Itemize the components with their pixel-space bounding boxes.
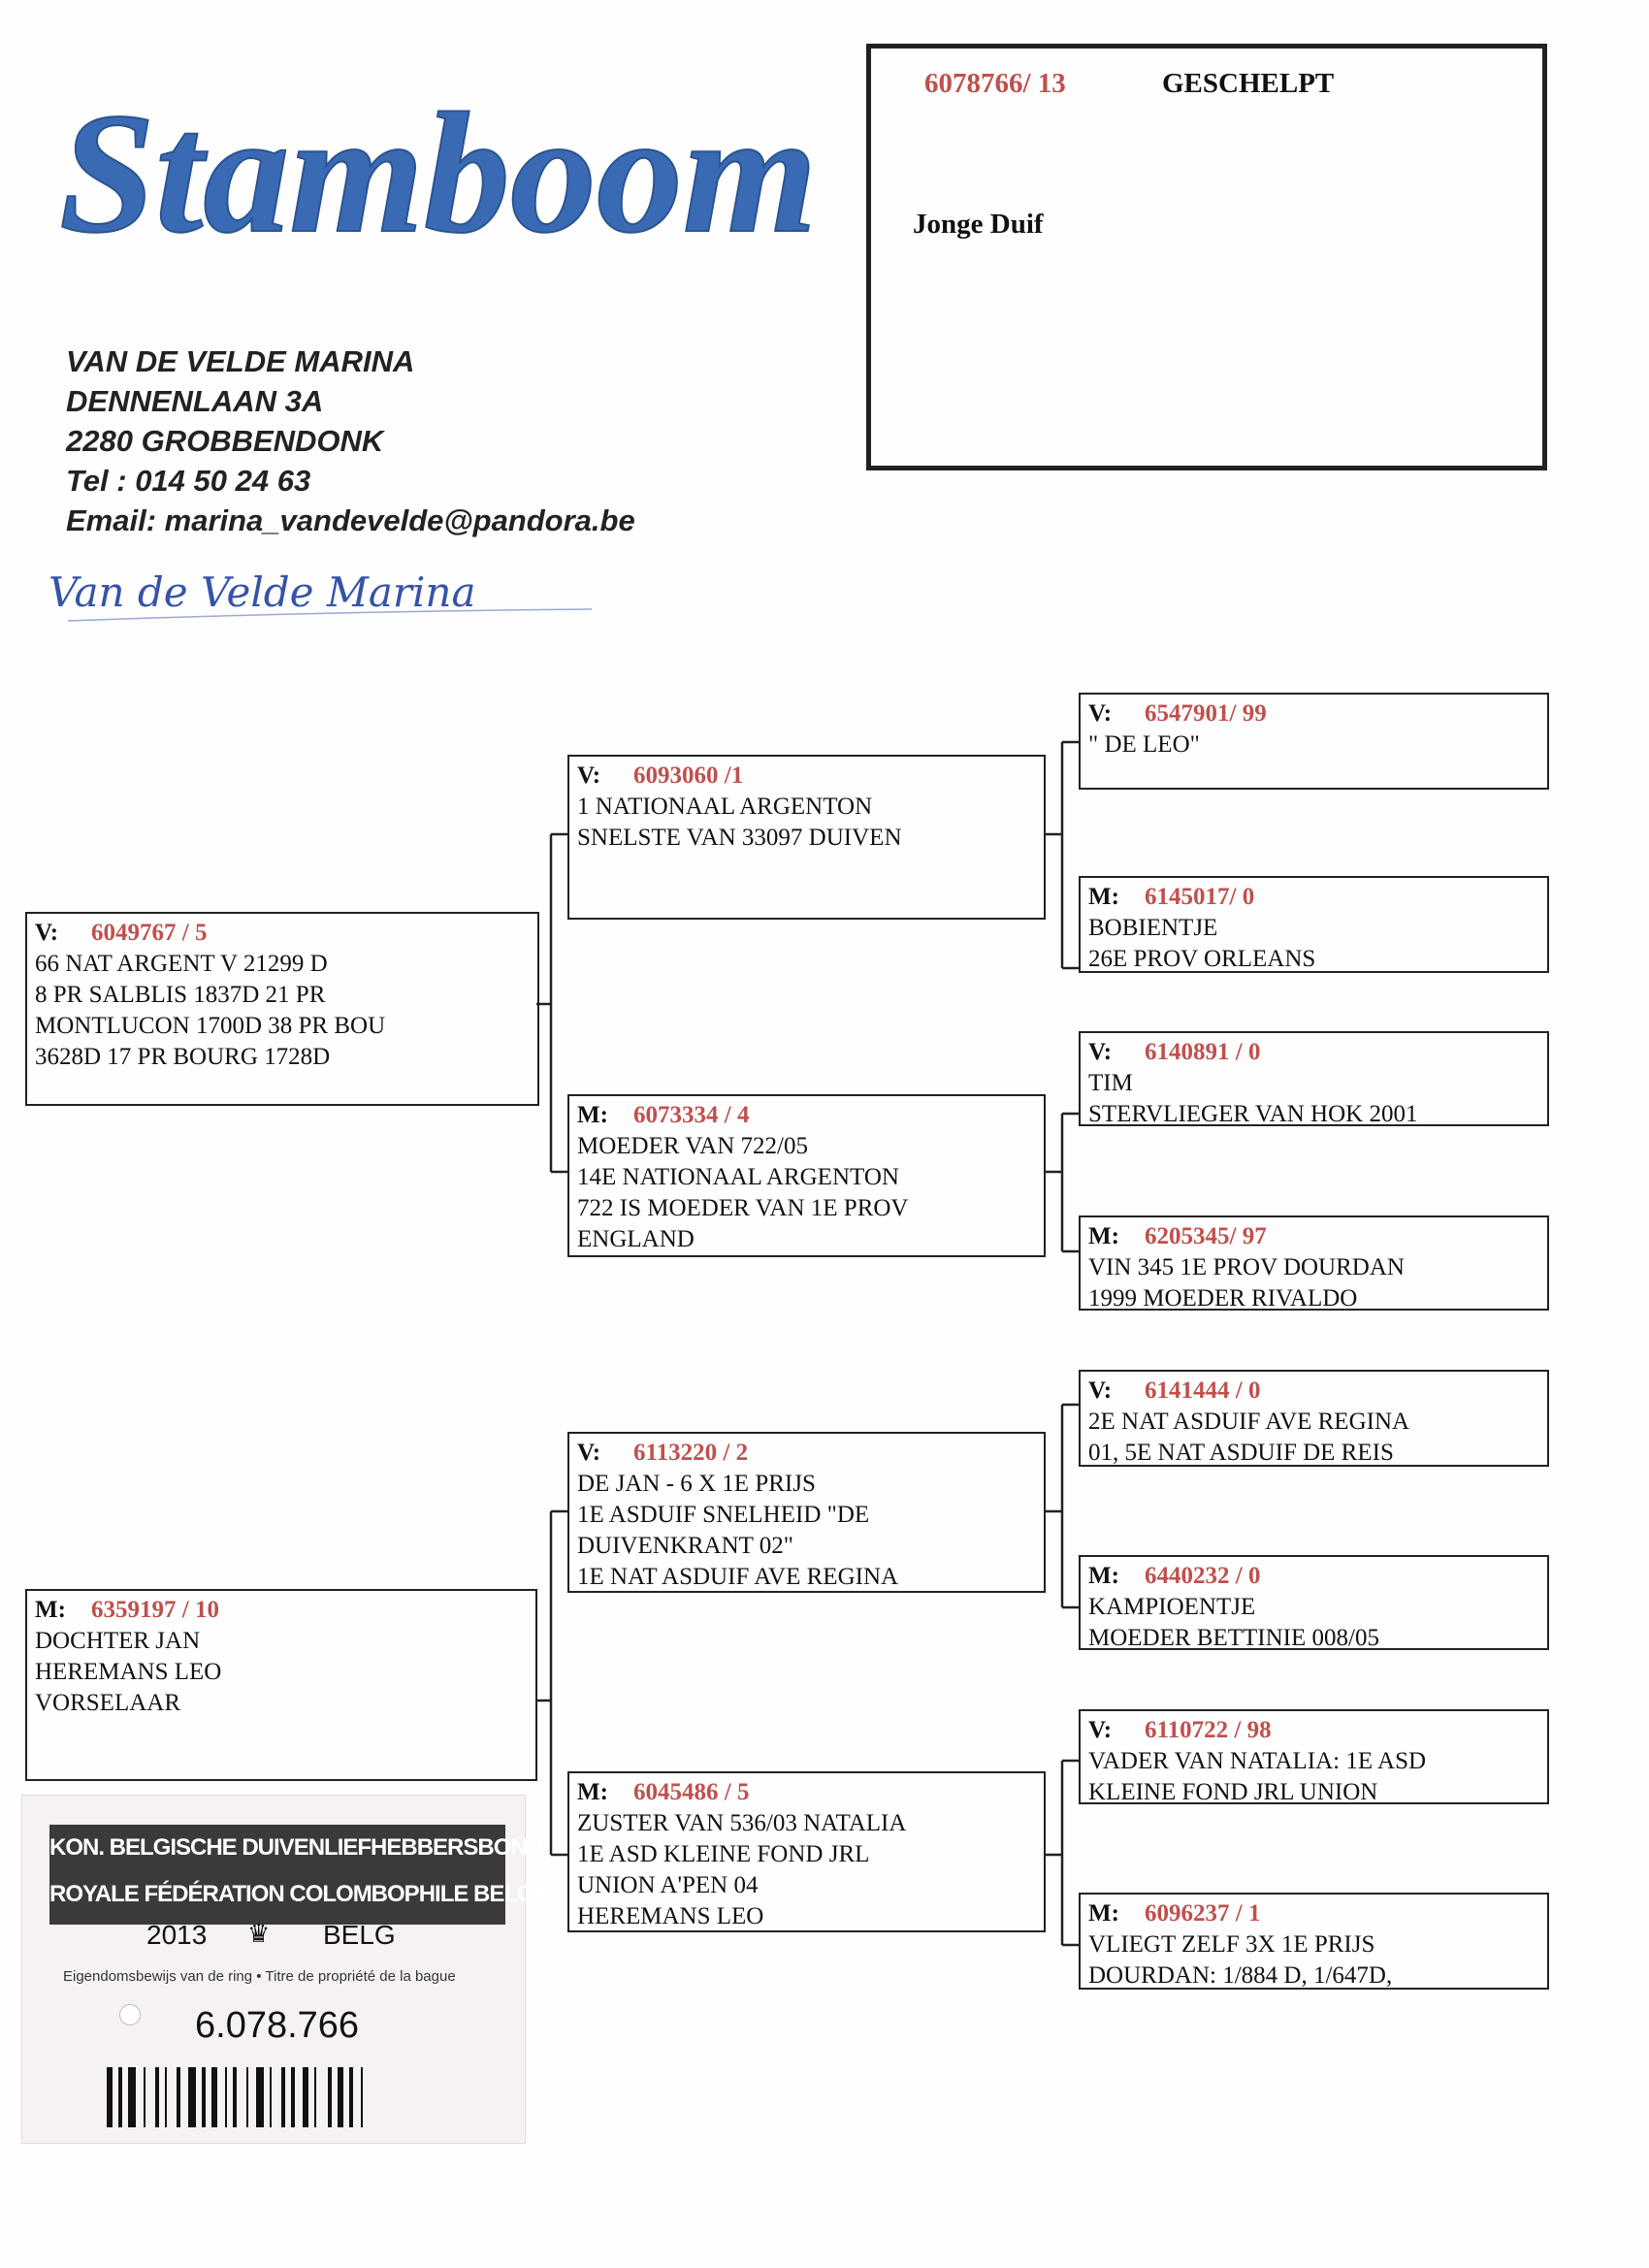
pedigree-box-fmm — [1079, 1215, 1549, 1311]
info-line: DOCHTER JAN — [35, 1628, 201, 1654]
info-line: HEREMANS LEO — [35, 1659, 222, 1685]
ring-number: 6547901/ 99 — [1145, 700, 1267, 727]
info-line: VIN 345 1E PROV DOURDAN — [1088, 1254, 1405, 1280]
sex-label: V: — [577, 762, 601, 789]
info-line: 26E PROV ORLEANS — [1088, 946, 1316, 972]
ring-ownership-card — [21, 1795, 549, 2144]
subject-ring-number: 6078766/ 13 — [924, 68, 1066, 99]
owner-info — [66, 341, 635, 540]
barcode-bar — [211, 2067, 217, 2127]
info-line: KLEINE FOND JRL UNION — [1088, 1779, 1378, 1805]
ring-number: 6096237 / 1 — [1145, 1900, 1261, 1927]
info-line: DOURDAN: 1/884 D, 1/647D, — [1088, 1962, 1393, 1989]
info-line: 66 NAT ARGENT V 21299 D — [35, 951, 328, 977]
stamboom-logo — [53, 58, 829, 272]
info-line: " DE LEO" — [1088, 731, 1200, 758]
owner-email: Email: marina_vandevelde@pandora.be — [66, 503, 635, 537]
info-line: MOEDER VAN 722/05 — [577, 1133, 808, 1159]
ring-number: 6145017/ 0 — [1145, 884, 1255, 910]
pedigree-box-mother — [25, 1589, 537, 1781]
ring-number: 6205345/ 97 — [1145, 1223, 1267, 1249]
ring-number: 6440232 / 0 — [1145, 1563, 1261, 1589]
ring-number: 6093060 /1 — [633, 762, 744, 789]
info-line: 2E NAT ASDUIF AVE REGINA — [1088, 1409, 1410, 1435]
barcode-bar — [246, 2067, 248, 2127]
barcode-bar — [328, 2067, 332, 2127]
info-line: ENGLAND — [577, 1226, 695, 1252]
info-line: ZUSTER VAN 536/03 NATALIA — [577, 1810, 907, 1836]
sex-label: M: — [35, 1597, 66, 1623]
barcode-bar — [202, 2067, 206, 2127]
info-line: KAMPIOENTJE — [1088, 1594, 1256, 1620]
ring-number: 6140891 / 0 — [1145, 1039, 1261, 1065]
punch-hole — [119, 2004, 141, 2025]
crown-icon: ♛ — [247, 1920, 271, 1948]
info-line: HEREMANS LEO — [577, 1903, 764, 1929]
barcode-bar — [165, 2067, 167, 2127]
pedigree-box-father — [25, 912, 539, 1106]
info-line: TIM — [1088, 1070, 1133, 1096]
pedigree-box-fmf — [1079, 1031, 1549, 1126]
barcode-bar — [256, 2067, 264, 2127]
pedigree-box-mm — [567, 1771, 1046, 1932]
owner-city: 2280 GROBBENDONK — [66, 424, 384, 458]
info-line: VADER VAN NATALIA: 1E ASD — [1088, 1748, 1427, 1774]
info-line: SNELSTE VAN 33097 DUIVEN — [577, 825, 902, 851]
info-line: MOEDER BETTINIE 008/05 — [1088, 1625, 1379, 1651]
info-line: 1E NAT ASDUIF AVE REGINA — [577, 1564, 899, 1590]
barcode-bar — [155, 2067, 159, 2127]
federation-name-nl: KON. BELGISCHE DUIVENLIEFHEBBERSBOND — [49, 1834, 543, 1861]
signature-text: Van de Velde Marina — [48, 568, 476, 616]
ring-number: 6049767 / 5 — [91, 920, 208, 946]
info-line: 1999 MOEDER RIVALDO — [1088, 1285, 1358, 1312]
info-line: 3628D 17 PR BOURG 1728D — [35, 1044, 331, 1070]
federation-name-fr: ROYALE FÉDÉRATION COLOMBOPHILE BELGE — [49, 1881, 549, 1907]
ring-number: 6113220 / 2 — [633, 1440, 749, 1466]
subject-sex: GESCHELPT — [1162, 68, 1335, 99]
info-line: VORSELAAR — [35, 1690, 181, 1716]
pedigree-box-mf — [567, 1432, 1046, 1593]
pedigree-box-fm — [567, 1094, 1046, 1257]
barcode-bar — [128, 2067, 136, 2127]
logo-text: Stamboom — [59, 77, 818, 269]
subject-age: Jonge Duif — [913, 209, 1044, 240]
barcode-bar — [225, 2067, 227, 2127]
barcode-bar — [118, 2067, 122, 2127]
ring-country: BELG — [323, 1920, 396, 1950]
pedigree-box-mff — [1079, 1370, 1549, 1467]
barcode-bar — [349, 2067, 353, 2127]
info-line: UNION A'PEN 04 — [577, 1872, 759, 1898]
barcode-bar — [177, 2067, 180, 2127]
ring-number: 6073334 / 4 — [633, 1102, 750, 1128]
sex-label: M: — [1088, 1223, 1119, 1249]
pedigree-box-fff — [1079, 693, 1549, 790]
property-text: Eigendomsbewijs van de ring • Titre de propriété de la bague — [63, 1968, 456, 1985]
pedigree-box-mmf — [1079, 1709, 1549, 1804]
barcode — [105, 2067, 473, 2127]
barcode-bar — [303, 2067, 308, 2127]
barcode-bar — [233, 2067, 237, 2127]
ring-number: 6045486 / 5 — [633, 1779, 750, 1805]
info-line: 14E NATIONAAL ARGENTON — [577, 1164, 899, 1190]
pedigree-box-mmm — [1079, 1893, 1549, 1990]
owner-name: VAN DE VELDE MARINA — [66, 344, 415, 378]
federation-band — [49, 1825, 549, 1925]
barcode-bar — [144, 2067, 146, 2127]
sex-label: M: — [577, 1779, 608, 1805]
sex-label: M: — [1088, 1563, 1119, 1589]
sex-label: M: — [1088, 884, 1119, 910]
sex-label: M: — [1088, 1900, 1119, 1927]
owner-street: DENNENLAAN 3A — [66, 384, 324, 418]
info-line: DUIVENKRANT 02" — [577, 1533, 793, 1559]
info-line: 1 NATIONAAL ARGENTON — [577, 794, 873, 820]
barcode-bar — [291, 2067, 295, 2127]
sex-label: V: — [35, 920, 59, 946]
info-line: STERVLIEGER VAN HOK 2001 — [1088, 1101, 1418, 1127]
barcode-bar — [188, 2067, 196, 2127]
sex-label: V: — [1088, 1377, 1113, 1404]
ring-number: 6359197 / 10 — [91, 1597, 219, 1623]
barcode-bar — [270, 2067, 272, 2127]
pedigree-box-ff — [567, 755, 1046, 920]
card-ring-number: 6.078.766 — [195, 2005, 360, 2046]
sex-label: V: — [1088, 700, 1113, 727]
info-line: VLIEGT ZELF 3X 1E PRIJS — [1088, 1931, 1375, 1958]
barcode-bar — [281, 2067, 285, 2127]
barcode-bar — [361, 2067, 363, 2127]
info-line: MONTLUCON 1700D 38 PR BOU — [35, 1013, 386, 1039]
sex-label: V: — [577, 1440, 601, 1466]
owner-tel: Tel : 014 50 24 63 — [66, 464, 311, 498]
info-line: 722 IS MOEDER VAN 1E PROV — [577, 1195, 909, 1221]
info-line: 1E ASD KLEINE FOND JRL — [577, 1841, 870, 1867]
ring-year: 2013 — [146, 1920, 208, 1950]
ring-number: 6110722 / 98 — [1145, 1717, 1272, 1743]
barcode-bar — [338, 2067, 343, 2127]
ring-number: 6141444 / 0 — [1145, 1377, 1261, 1404]
info-line: 1E ASDUIF SNELHEID "DE — [577, 1502, 870, 1528]
info-line: DE JAN - 6 X 1E PRIJS — [577, 1471, 816, 1497]
info-line: 01, 5E NAT ASDUIF DE REIS — [1088, 1440, 1394, 1466]
info-line: 8 PR SALBLIS 1837D 21 PR — [35, 982, 326, 1008]
pedigree-box-mfm — [1079, 1555, 1549, 1650]
barcode-bar — [314, 2067, 316, 2127]
pedigree-box-ffm — [1079, 876, 1549, 973]
barcode-bar — [107, 2067, 113, 2127]
subject-box — [866, 44, 1547, 470]
handwritten-signature — [48, 553, 611, 631]
info-line: BOBIENTJE — [1088, 915, 1218, 941]
sex-label: M: — [577, 1102, 608, 1128]
sex-label: V: — [1088, 1717, 1113, 1743]
sex-label: V: — [1088, 1039, 1113, 1065]
